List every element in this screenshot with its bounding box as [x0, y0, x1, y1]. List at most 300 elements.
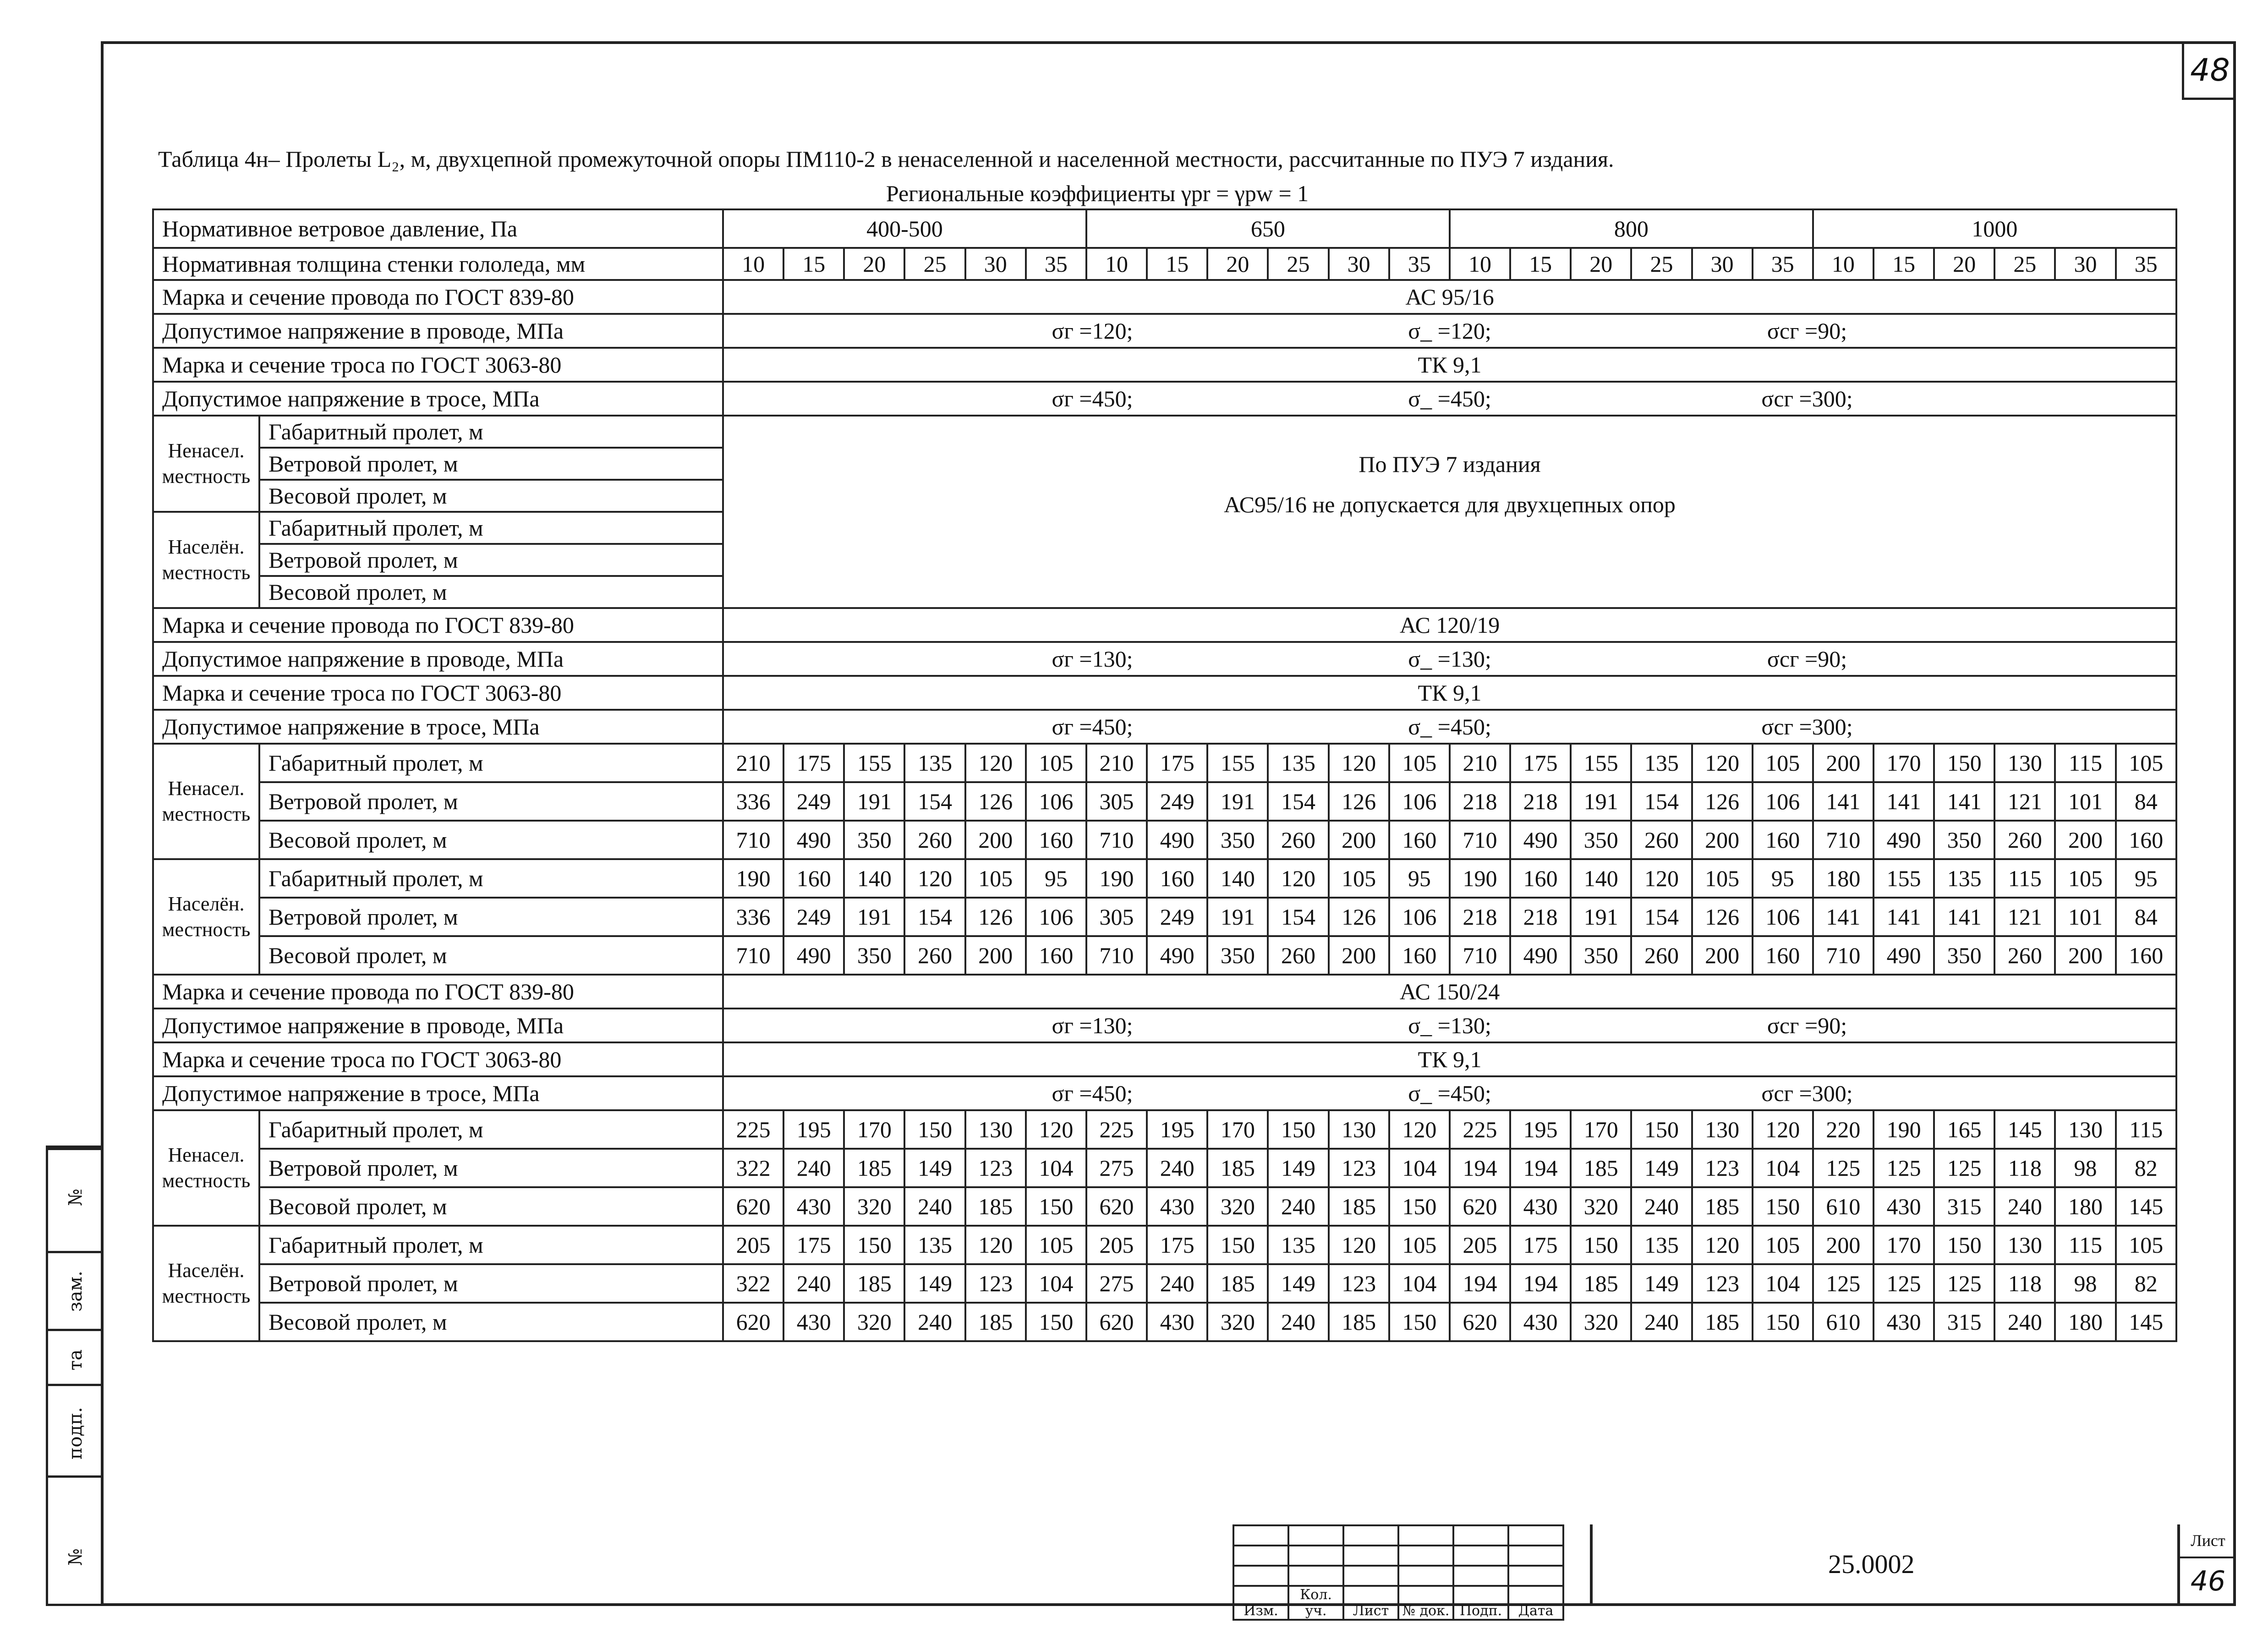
span-row-weight-span: [153, 936, 2176, 975]
table-cell: 135: [1631, 1226, 1692, 1264]
table-cell: 249: [1147, 898, 1207, 936]
table-cell: 160: [1510, 859, 1571, 898]
title-block-column-label: Лист: [1343, 1586, 1398, 1620]
cable-mark-row: [153, 348, 2176, 382]
wire-stress-values: [724, 1012, 2175, 1039]
side-stamp-text: подп.: [65, 1407, 86, 1460]
table-cell: 115: [2055, 1226, 2115, 1264]
table-cell: 225: [1086, 1110, 1147, 1149]
table-cell: 218: [1450, 898, 1510, 936]
table-cell: 106: [1753, 782, 1813, 821]
stress-value: σсг =90;: [1767, 1013, 1847, 1038]
cable-stress-label: Допустимое напряжение в тросе, МПа: [153, 1076, 723, 1110]
span-type-label: Габаритный пролет, м: [259, 512, 723, 544]
table-cell: 180: [2055, 1303, 2115, 1341]
table-cell: 135: [1631, 744, 1692, 782]
table-cell: 218: [1450, 782, 1510, 821]
wind-group-header: 400-500: [723, 209, 1086, 248]
stress-value: σг =450;: [1052, 1080, 1133, 1106]
table-cell: 260: [1268, 936, 1328, 975]
table-cell: 123: [1329, 1149, 1389, 1187]
ice-thickness-value: 20: [1207, 248, 1268, 280]
cable-stress-values: [724, 1080, 2175, 1107]
table-cell: 200: [1692, 936, 1753, 975]
wire-mark-value: АС 120/19: [723, 608, 2176, 642]
header-row-ice: [153, 248, 2176, 280]
table-cell: 210: [723, 744, 783, 782]
table-cell: 154: [1268, 898, 1328, 936]
table-cell: 106: [1026, 898, 1086, 936]
not-allowed-note: [723, 416, 2176, 608]
table-cell: 240: [1147, 1149, 1207, 1187]
stress-value: σг =130;: [1052, 646, 1133, 672]
table-cell: 430: [1510, 1303, 1571, 1341]
stress-value: σсг =90;: [1767, 646, 1847, 672]
table-cell: 240: [783, 1264, 844, 1303]
title-block-column-label: Подп.: [1453, 1586, 1508, 1620]
stress-value: σ_ =120;: [1408, 318, 1491, 344]
span-type-label: Весовой пролет, м: [259, 821, 723, 859]
table-cell: 106: [1753, 898, 1813, 936]
table-cell: 191: [844, 782, 904, 821]
table-cell: 180: [2055, 1187, 2115, 1226]
stress-value: σсг =300;: [1761, 714, 1853, 740]
table-cell: 430: [783, 1187, 844, 1226]
table-cell: 350: [844, 936, 904, 975]
table-cell: 155: [1874, 859, 1934, 898]
ice-thickness-value: 15: [1874, 248, 1934, 280]
stress-value: σсг =90;: [1767, 318, 1847, 344]
table-cell: 145: [2116, 1187, 2176, 1226]
table-cell: 240: [1631, 1303, 1692, 1341]
table-cell: 185: [1692, 1303, 1753, 1341]
table-cell: 155: [1571, 744, 1631, 782]
span-type-label: Ветровой пролет, м: [259, 544, 723, 576]
stress-value: σ_ =450;: [1408, 386, 1491, 411]
cable-stress-label: Допустимое напряжение в тросе, МПа: [153, 710, 723, 744]
table-cell: 160: [1389, 936, 1450, 975]
table-cell: 240: [1994, 1303, 2055, 1341]
table-cell: 82: [2116, 1264, 2176, 1303]
table-cell: 115: [2055, 744, 2115, 782]
side-stamp: [46, 1146, 101, 1606]
table-cell: 104: [1389, 1264, 1450, 1303]
table-cell: 195: [783, 1110, 844, 1149]
side-stamp-text: зам.: [65, 1271, 86, 1312]
ice-thickness-value: 30: [1329, 248, 1389, 280]
table-cell: 135: [904, 744, 965, 782]
wire-stress-values: [724, 646, 2175, 672]
stress-value: σ_ =130;: [1408, 1013, 1491, 1038]
table-cell: 150: [1207, 1226, 1268, 1264]
table-cell: 123: [965, 1149, 1026, 1187]
note-line-1: По ПУЭ 7 издания: [1359, 451, 1541, 477]
table-cell: 200: [1813, 1226, 1874, 1264]
table-cell: 130: [1329, 1110, 1389, 1149]
cable-mark-row: [153, 1042, 2176, 1076]
table-cell: 191: [1571, 782, 1631, 821]
span-row-weight-span: [153, 1303, 2176, 1341]
ice-thickness-label: Нормативная толщина стенки гололеда, мм: [153, 248, 723, 280]
ice-thickness-value: 35: [1026, 248, 1086, 280]
table-cell: 150: [1753, 1187, 1813, 1226]
ice-thickness-value: 10: [723, 248, 783, 280]
span-type-label: Ветровой пролет, м: [259, 448, 723, 480]
table-cell: 350: [1934, 821, 1994, 859]
table-cell: 145: [2116, 1303, 2176, 1341]
span-type-label: Весовой пролет, м: [259, 576, 723, 608]
table-cell: 105: [1389, 1226, 1450, 1264]
table-cell: 610: [1813, 1187, 1874, 1226]
wire-mark-row: [153, 608, 2176, 642]
table-cell: 120: [965, 744, 1026, 782]
stress-value: σ_ =450;: [1408, 714, 1491, 740]
table-cell: 160: [1753, 821, 1813, 859]
table-cell: 175: [1510, 744, 1571, 782]
table-cell: 200: [965, 936, 1026, 975]
table-cell: 170: [1207, 1110, 1268, 1149]
table-cell: 218: [1510, 898, 1571, 936]
table-cell: 130: [965, 1110, 1026, 1149]
wind-group-header: 800: [1450, 209, 1813, 248]
cable-stress-label: Допустимое напряжение в тросе, МПа: [153, 382, 723, 416]
stress-value: σ_ =130;: [1408, 646, 1491, 672]
table-cell: 126: [1692, 898, 1753, 936]
wire-stress-value: [723, 314, 2176, 348]
table-cell: 350: [1571, 821, 1631, 859]
table-cell: 430: [1874, 1303, 1934, 1341]
table-cell: 620: [1450, 1187, 1510, 1226]
table-cell: 260: [904, 821, 965, 859]
table-cell: 194: [1450, 1149, 1510, 1187]
table-cell: 141: [1934, 782, 1994, 821]
span-type-label: Габаритный пролет, м: [259, 1226, 723, 1264]
table-cell: 120: [1026, 1110, 1086, 1149]
table-cell: 95: [2116, 859, 2176, 898]
table-cell: 149: [904, 1264, 965, 1303]
table-cell: 130: [1994, 1226, 2055, 1264]
table-cell: 105: [1026, 1226, 1086, 1264]
table-cell: 105: [1753, 744, 1813, 782]
wire-stress-row: [153, 1009, 2176, 1042]
table-cell: 135: [1268, 1226, 1328, 1264]
table-cell: 118: [1994, 1264, 2055, 1303]
table-cell: 322: [723, 1149, 783, 1187]
cable-stress-value: [723, 1076, 2176, 1110]
table-cell: 104: [1753, 1264, 1813, 1303]
ice-thickness-value: 35: [1753, 248, 1813, 280]
ice-thickness-value: 15: [783, 248, 844, 280]
ice-thickness-value: 10: [1086, 248, 1147, 280]
table-cell: 190: [1086, 859, 1147, 898]
table-cell: 191: [1207, 782, 1268, 821]
table-cell: 121: [1994, 898, 2055, 936]
ice-thickness-value: 35: [2116, 248, 2176, 280]
table-cell: 125: [1874, 1149, 1934, 1187]
table-cell: 275: [1086, 1149, 1147, 1187]
table-cell: 350: [1207, 821, 1268, 859]
table-cell: 149: [904, 1149, 965, 1187]
table-cell: 106: [1026, 782, 1086, 821]
cable-stress-row: [153, 382, 2176, 416]
span-type-label: Габаритный пролет, м: [259, 1110, 723, 1149]
ice-thickness-value: 25: [1268, 248, 1328, 280]
table-cell: 175: [783, 744, 844, 782]
spans-table: [152, 208, 2177, 1342]
table-cell: 95: [1753, 859, 1813, 898]
table-cell: 180: [1813, 859, 1874, 898]
cable-stress-value: [723, 382, 2176, 416]
table-cell: 210: [1450, 744, 1510, 782]
span-row-weight-span: [153, 1187, 2176, 1226]
table-cell: 125: [1813, 1264, 1874, 1303]
table-cell: 350: [1934, 936, 1994, 975]
table-cell: 105: [2116, 744, 2176, 782]
ice-thickness-value: 25: [904, 248, 965, 280]
table-cell: 150: [1389, 1187, 1450, 1226]
table-cell: 115: [1994, 859, 2055, 898]
table-cell: 105: [1692, 859, 1753, 898]
table-cell: 240: [1268, 1187, 1328, 1226]
table-cell: 240: [904, 1303, 965, 1341]
table-cell: 490: [1874, 821, 1934, 859]
ice-thickness-value: 10: [1813, 248, 1874, 280]
table-cell: 430: [1510, 1187, 1571, 1226]
table-cell: 200: [1329, 821, 1389, 859]
table-cell: 195: [1510, 1110, 1571, 1149]
page-number-bottom: 46: [2190, 1565, 2226, 1597]
wind-pressure-label: Нормативное ветровое давление, Па: [153, 209, 723, 248]
table-cell: 315: [1934, 1187, 1994, 1226]
table-cell: 120: [1389, 1110, 1450, 1149]
table-cell: 141: [1874, 782, 1934, 821]
table-cell: 160: [1389, 821, 1450, 859]
table-cell: 154: [904, 898, 965, 936]
table-cell: 125: [1874, 1264, 1934, 1303]
wind-group-header: 1000: [1813, 209, 2176, 248]
table-cell: 200: [1692, 821, 1753, 859]
wire-stress-row: [153, 642, 2176, 676]
ice-thickness-value: 15: [1147, 248, 1207, 280]
table-cell: 240: [783, 1149, 844, 1187]
table-cell: 710: [723, 936, 783, 975]
table-cell: 620: [1086, 1303, 1147, 1341]
table-cell: 249: [783, 898, 844, 936]
wire-stress-label: Допустимое напряжение в проводе, МПа: [153, 642, 723, 676]
table-cell: 350: [1207, 936, 1268, 975]
table-cell: 175: [1147, 1226, 1207, 1264]
table-cell: 106: [1389, 898, 1450, 936]
span-row-gabarit: [153, 1226, 2176, 1264]
title-block-column-label: Дата: [1508, 1586, 1563, 1620]
span-type-label: Ветровой пролет, м: [259, 1149, 723, 1187]
table-cell: 126: [1329, 898, 1389, 936]
table-cell: 240: [1268, 1303, 1328, 1341]
table-cell: 154: [1631, 782, 1692, 821]
span-row-gabarit: [153, 859, 2176, 898]
table-cell: 125: [1934, 1264, 1994, 1303]
span-type-label: Весовой пролет, м: [259, 1303, 723, 1341]
span-row-weight-span: [153, 821, 2176, 859]
ice-thickness-value: 10: [1450, 248, 1510, 280]
table-cell: 120: [1631, 859, 1692, 898]
span-type-label: Весовой пролет, м: [259, 936, 723, 975]
table-cell: 185: [1571, 1149, 1631, 1187]
stress-value: σ_ =450;: [1408, 1080, 1491, 1106]
table-cell: 185: [1329, 1187, 1389, 1226]
table-cell: 155: [844, 744, 904, 782]
table-cell: 240: [904, 1187, 965, 1226]
table-cell: 150: [1934, 1226, 1994, 1264]
table-cell: 320: [1571, 1303, 1631, 1341]
wire-stress-row: [153, 314, 2176, 348]
table-cell: 84: [2116, 782, 2176, 821]
table-cell: 205: [723, 1226, 783, 1264]
side-stamp-text: №: [65, 1189, 86, 1206]
cable-mark-label: Марка и сечение троса по ГОСТ 3063-80: [153, 1042, 723, 1076]
uninhabited-group-label: Ненасел. местность: [153, 744, 259, 859]
table-cell: 194: [1450, 1264, 1510, 1303]
uninhabited-group-label: Ненасел. местность: [153, 1110, 259, 1226]
table-cell: 170: [1874, 1226, 1934, 1264]
table-cell: 105: [965, 859, 1026, 898]
ice-thickness-value: 30: [1692, 248, 1753, 280]
table-cell: 120: [904, 859, 965, 898]
table-cell: 490: [1510, 936, 1571, 975]
table-cell: 121: [1994, 782, 2055, 821]
ice-thickness-value: 20: [1934, 248, 1994, 280]
table-cell: 140: [1571, 859, 1631, 898]
table-cell: 260: [1994, 936, 2055, 975]
table-cell: 150: [1753, 1303, 1813, 1341]
table-cell: 190: [1450, 859, 1510, 898]
table-cell: 191: [844, 898, 904, 936]
table-cell: 320: [1207, 1303, 1268, 1341]
table-cell: 150: [1631, 1110, 1692, 1149]
table-cell: 190: [723, 859, 783, 898]
wind-group-header: 650: [1086, 209, 1450, 248]
table-cell: 210: [1086, 744, 1147, 782]
table-cell: 240: [1631, 1187, 1692, 1226]
doc-code: 25.0002: [1828, 1549, 1915, 1579]
table-cell: 200: [1813, 744, 1874, 782]
table-cell: 200: [2055, 936, 2115, 975]
table-cell: 320: [1207, 1187, 1268, 1226]
table-cell: 620: [1086, 1187, 1147, 1226]
table-cell: 225: [1450, 1110, 1510, 1149]
table-cell: 150: [1026, 1187, 1086, 1226]
table-cell: 120: [965, 1226, 1026, 1264]
note-line-2: АС95/16 не допускается для двухцепных опор: [1224, 492, 1676, 517]
table-cell: 150: [1571, 1226, 1631, 1264]
table-cell: 490: [1147, 936, 1207, 975]
table-cell: 126: [1692, 782, 1753, 821]
table-cell: 260: [1631, 936, 1692, 975]
table-cell: 106: [1389, 782, 1450, 821]
table-title: Таблица 4н– Пролеты L₂, м, двухцепной промежуточной опоры ПМ110-2 в ненаселенной и населенной местности, рассчитанные по ПУЭ 7 издания.: [158, 146, 1614, 172]
wire-mark-label: Марка и сечение провода по ГОСТ 839-80: [153, 608, 723, 642]
table-cell: 205: [1450, 1226, 1510, 1264]
table-cell: 350: [844, 821, 904, 859]
table-cell: 120: [1692, 744, 1753, 782]
header-row-wind: [153, 209, 2176, 248]
cable-mark-value: ТК 9,1: [723, 676, 2176, 710]
table-cell: 120: [1329, 744, 1389, 782]
table-cell: 220: [1813, 1110, 1874, 1149]
table-cell: 115: [2116, 1110, 2176, 1149]
table-cell: 123: [1692, 1149, 1753, 1187]
stress-value: σг =120;: [1052, 318, 1133, 344]
wire-mark-row: [153, 280, 2176, 314]
table-cell: 240: [1147, 1264, 1207, 1303]
table-cell: 123: [965, 1264, 1026, 1303]
table-cell: 194: [1510, 1149, 1571, 1187]
stress-value: σг =450;: [1052, 714, 1133, 740]
table-cell: 275: [1086, 1264, 1147, 1303]
stress-value: σг =130;: [1052, 1013, 1133, 1038]
table-cell: 118: [1994, 1149, 2055, 1187]
table-cell: 336: [723, 782, 783, 821]
table-cell: 175: [783, 1226, 844, 1264]
table-cell: 185: [1571, 1264, 1631, 1303]
table-cell: 150: [1934, 744, 1994, 782]
table-cell: 135: [904, 1226, 965, 1264]
table-cell: 610: [1813, 1303, 1874, 1341]
span-type-label: Весовой пролет, м: [259, 1187, 723, 1226]
wire-mark-value: АС 95/16: [723, 280, 2176, 314]
stress-value: σсг =300;: [1761, 1080, 1853, 1106]
ice-thickness-value: 30: [965, 248, 1026, 280]
table-cell: 249: [783, 782, 844, 821]
table-cell: 95: [1389, 859, 1450, 898]
table-cell: 125: [1934, 1149, 1994, 1187]
table-cell: 104: [1753, 1149, 1813, 1187]
table-cell: 165: [1934, 1110, 1994, 1149]
wire-mark-label: Марка и сечение провода по ГОСТ 839-80: [153, 975, 723, 1009]
table-cell: 126: [965, 898, 1026, 936]
table-cell: 125: [1813, 1149, 1874, 1187]
table-cell: 150: [844, 1226, 904, 1264]
ice-thickness-value: 25: [1994, 248, 2055, 280]
table-cell: 218: [1510, 782, 1571, 821]
cable-stress-values: [724, 385, 2175, 412]
table-cell: 194: [1510, 1264, 1571, 1303]
table-cell: 104: [1389, 1149, 1450, 1187]
span-row-wind-span: [153, 1149, 2176, 1187]
table-cell: 140: [1207, 859, 1268, 898]
table-cell: 430: [783, 1303, 844, 1341]
table-cell: 135: [1268, 744, 1328, 782]
side-stamp-text: №: [65, 1548, 86, 1566]
span-row-gabarit: [153, 744, 2176, 782]
table-cell: 710: [1813, 821, 1874, 859]
table-cell: 160: [2116, 936, 2176, 975]
cable-mark-value: ТК 9,1: [723, 348, 2176, 382]
table-cell: 150: [1268, 1110, 1328, 1149]
table-cell: 191: [1571, 898, 1631, 936]
table-cell: 430: [1147, 1187, 1207, 1226]
table-cell: 160: [1753, 936, 1813, 975]
table-cell: 175: [1147, 744, 1207, 782]
table-cell: 130: [1692, 1110, 1753, 1149]
cable-stress-values: [724, 713, 2175, 740]
wire-mark-row: [153, 975, 2176, 1009]
table-cell: 185: [1207, 1149, 1268, 1187]
table-cell: 154: [1631, 898, 1692, 936]
table-cell: 620: [723, 1303, 783, 1341]
ice-thickness-value: 25: [1631, 248, 1692, 280]
table-cell: 160: [1026, 936, 1086, 975]
